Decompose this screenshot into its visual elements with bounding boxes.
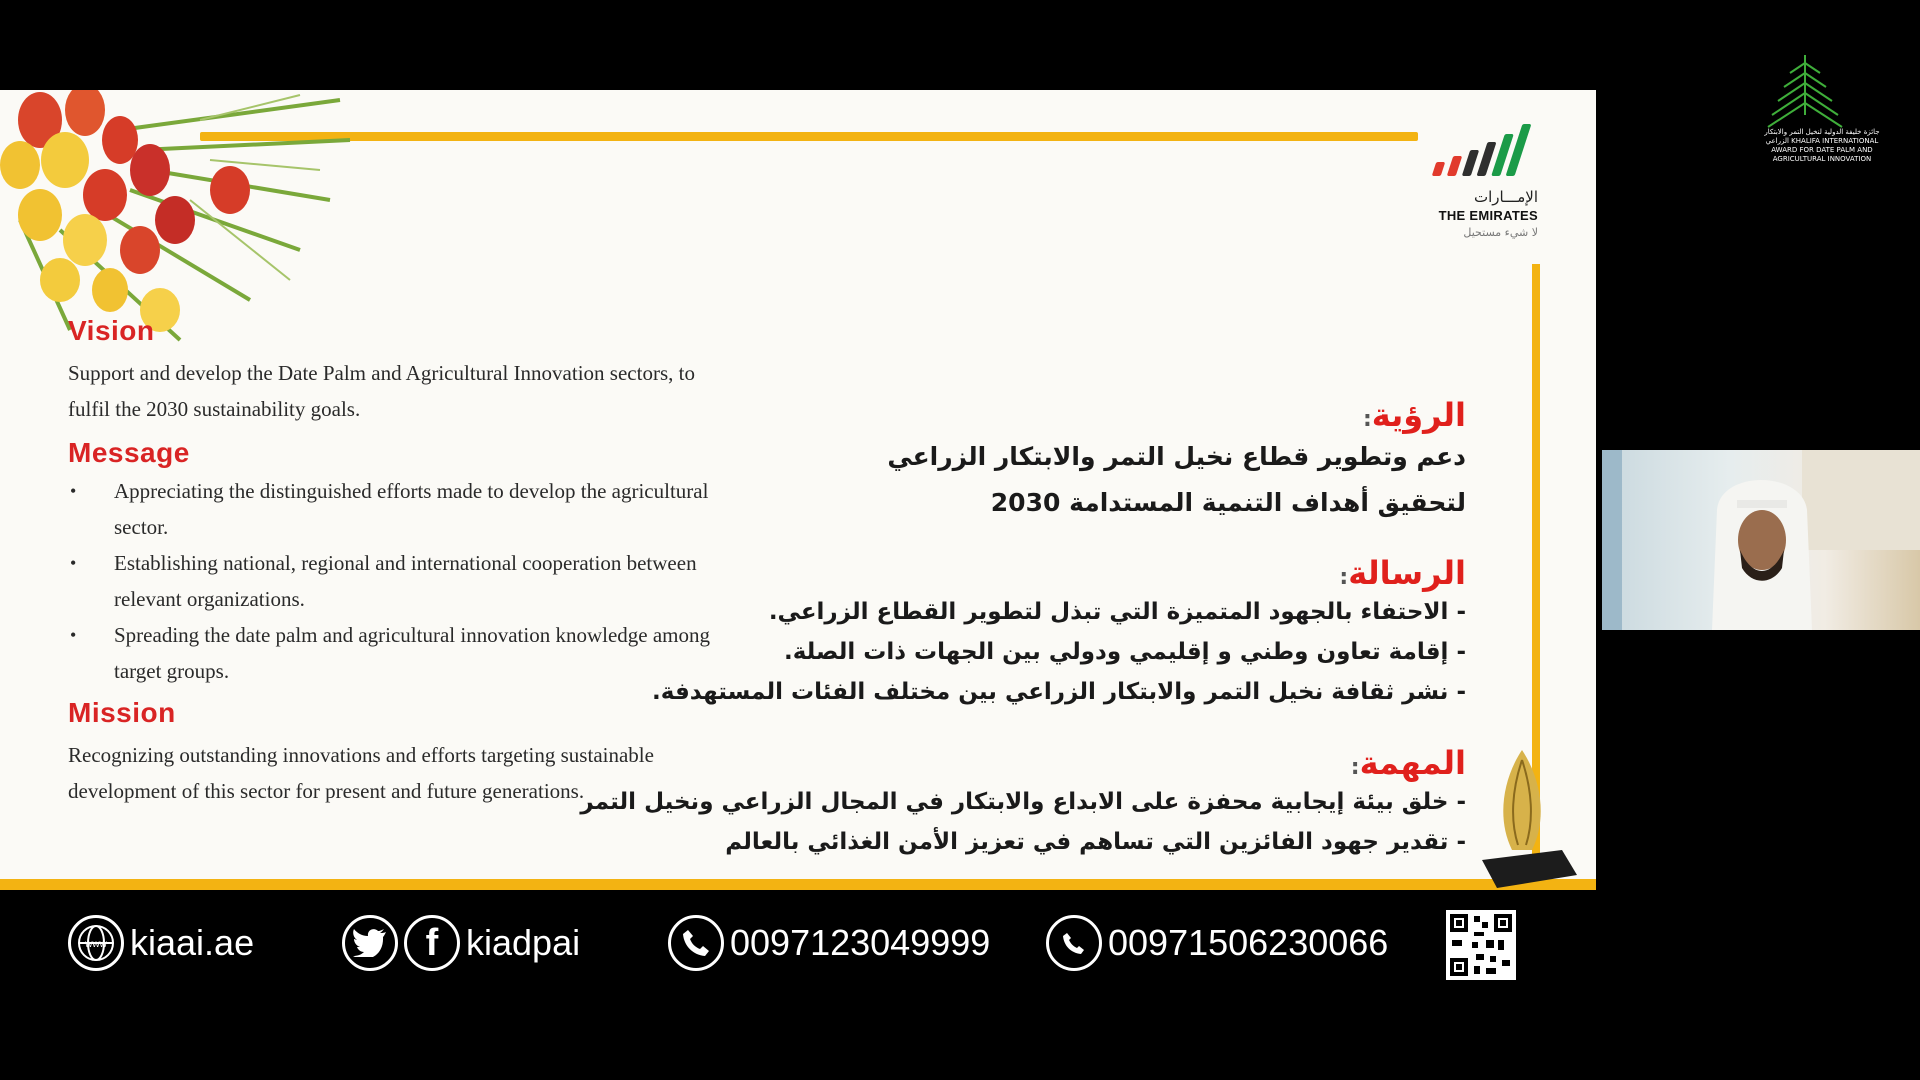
- message-list: [68, 473, 718, 689]
- mission-text: Recognizing outstanding innovations and efforts targeting sustainable development of this sector for present and future generations.: [68, 743, 654, 803]
- qr-code[interactable]: [1446, 910, 1516, 980]
- vision-heading: Vision: [68, 315, 155, 346]
- social-handle[interactable]: kiadpai: [466, 922, 581, 963]
- arabic-mission-heading: المهمة:: [1350, 744, 1466, 782]
- phone-number[interactable]: 0097123049999: [730, 922, 991, 963]
- website-link[interactable]: kiaai.ae: [130, 922, 255, 963]
- date-fruit-decoration-icon: [0, 90, 360, 350]
- bottom-accent-bar: [0, 879, 1596, 890]
- vision-text: Support and develop the Date Palm and Agricultural Innovation sectors, to fulfil the 2030 sustainability goals.: [68, 361, 695, 421]
- list-item: • Establishing national, regional and international cooperation between relevant organizations.: [70, 551, 697, 611]
- arabic-vision-line: لتحقيق أهداف التنمية المستدامة 2030: [990, 488, 1466, 517]
- arabic-column: [580, 396, 1466, 862]
- whatsapp-icon: [1046, 915, 1102, 971]
- whatsapp-contact[interactable]: [1046, 908, 1388, 978]
- arabic-vision-line: دعم وتطوير قطاع نخيل التمر والابتكار الزراعي: [887, 442, 1466, 471]
- arabic-vision-heading: الرؤية:: [1362, 396, 1466, 434]
- emirates-english-wordmark: THE EMIRATES: [1438, 208, 1538, 223]
- arabic-message-item: - نشر ثقافة نخيل التمر والابتكار الزراعي بين مختلف الفئات المستهدفة.: [652, 679, 1466, 705]
- arabic-message-item: - إقامة تعاون وطني و إقليمي ودولي بين الجهات ذات الصلة.: [783, 639, 1466, 665]
- phone-contact[interactable]: [668, 908, 990, 978]
- phone-icon: [668, 915, 724, 971]
- list-item: • Appreciating the distinguished efforts made to develop the agricultural sector.: [70, 479, 709, 539]
- emirates-tagline: لا شيء مستحيل: [1463, 226, 1538, 239]
- award-trophy-icon: [1462, 740, 1582, 890]
- website-contact[interactable]: [68, 908, 254, 978]
- speaker-video-thumbnail[interactable]: [1602, 450, 1920, 630]
- emirates-arabic-wordmark: الإمـــارات: [1473, 188, 1538, 206]
- mission-heading: Mission: [68, 697, 176, 728]
- emirates-bars-icon: [1420, 120, 1550, 180]
- contact-footer: [0, 900, 1596, 990]
- message-heading: Message: [68, 437, 190, 468]
- top-accent-line: [200, 132, 1418, 141]
- arabic-message-heading: الرسالة:: [1339, 554, 1466, 592]
- www-globe-icon: [68, 915, 124, 971]
- english-column: [68, 315, 718, 819]
- list-item: • Spreading the date palm and agricultural innovation knowledge among target groups.: [70, 623, 710, 683]
- whatsapp-number[interactable]: 00971506230066: [1108, 922, 1389, 963]
- the-emirates-logo: [1420, 120, 1550, 250]
- twitter-icon[interactable]: [342, 915, 398, 971]
- arabic-mission-item: - خلق بيئة إيجابية محفزة على الابداع والابتكار في المجال الزراعي ونخيل التمر: [580, 789, 1466, 815]
- social-contact[interactable]: [342, 908, 580, 978]
- presentation-slide: [0, 90, 1596, 890]
- svg-text:www: www: [85, 939, 107, 950]
- arabic-mission-item: - تقدير جهود الفائزين التي تساهم في تعزيز الأمن الغذائي بالعالم: [725, 829, 1466, 855]
- award-logo-caption: جائزة خليفة الدولية لنخيل التمر والابتكار الزراعي KHALIFA INTERNATIONAL AWARD FOR DATE PALM AND AGRICULTURAL INNOVATION: [1764, 128, 1880, 163]
- arabic-message-item: - الاحتفاء بالجهود المتميزة التي تبذل لتطوير القطاع الزراعي.: [768, 599, 1466, 625]
- facebook-icon[interactable]: f: [404, 915, 460, 971]
